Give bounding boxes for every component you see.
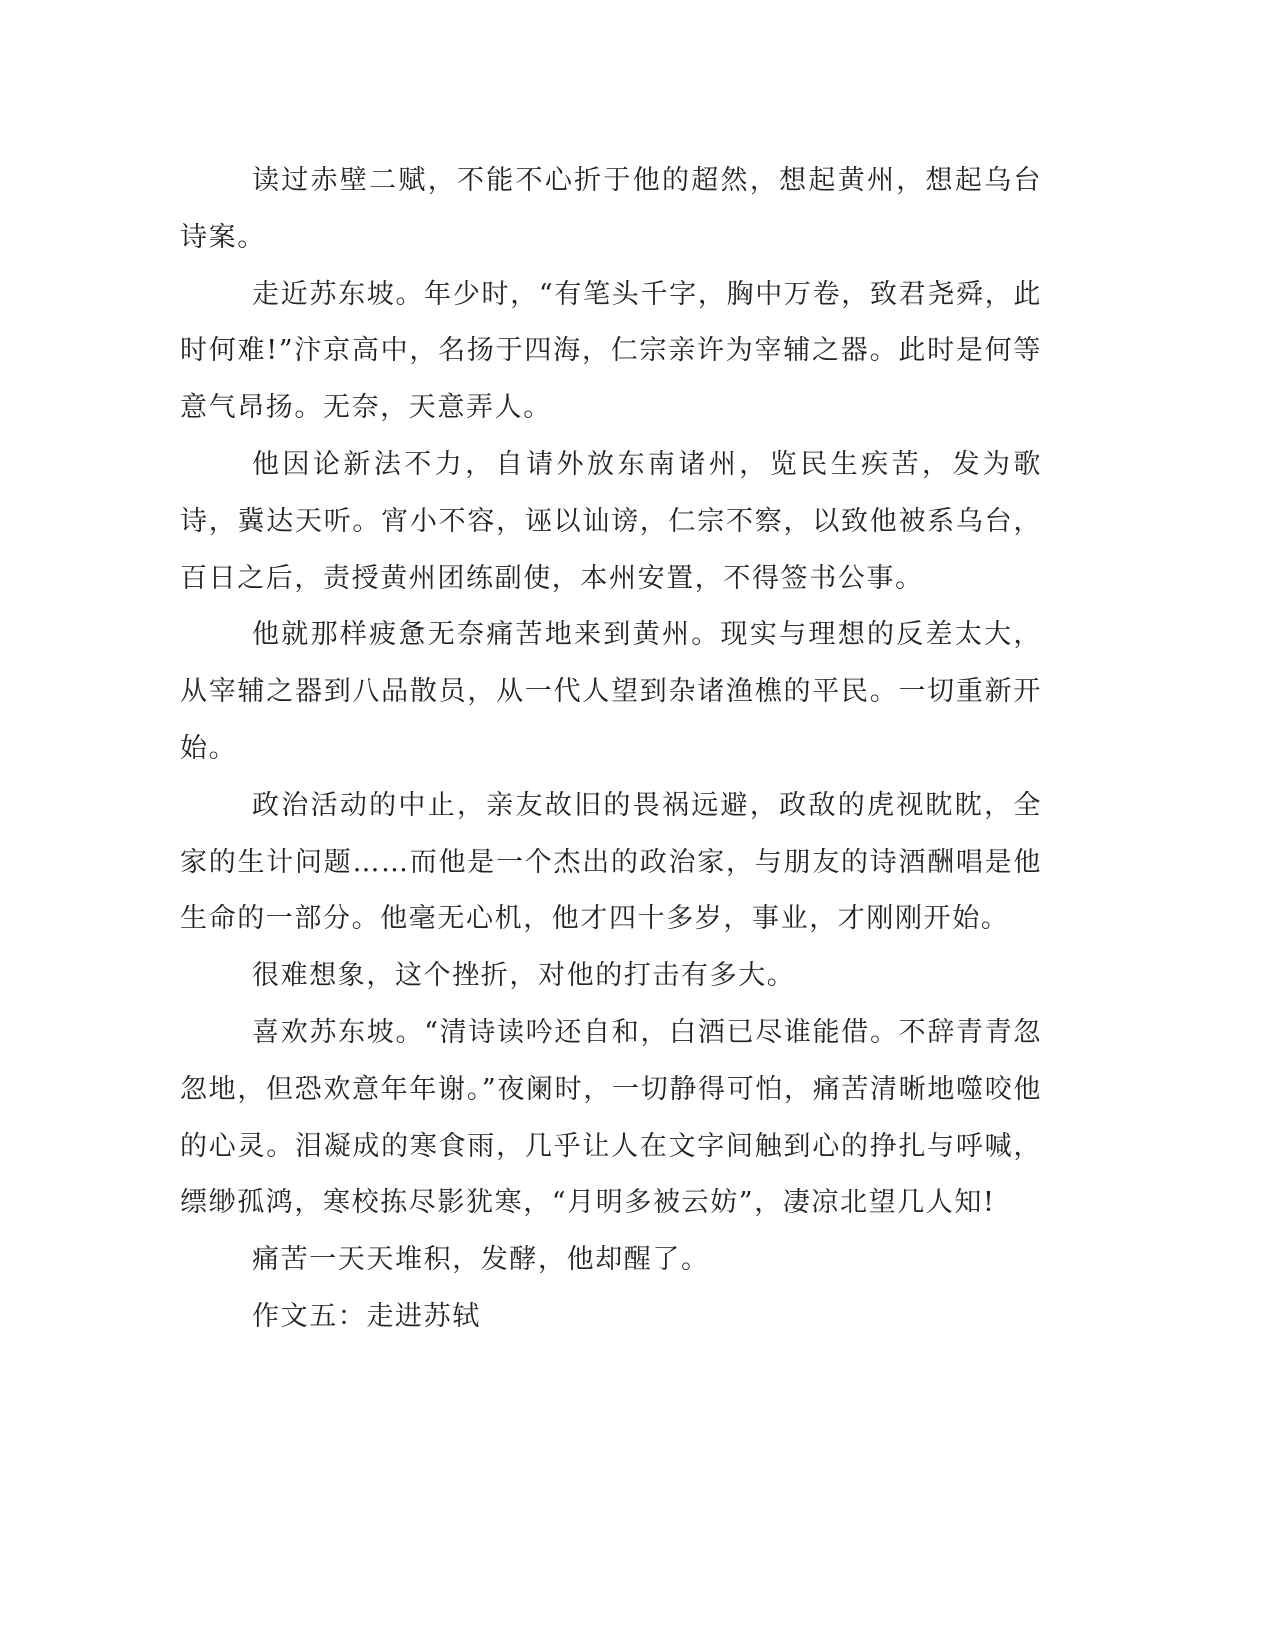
paragraph: 他因论新法不力，自请外放东南诸州，览民生疾苦，发为歌诗，冀达天听。宵小不容，诬以讪谤，仁宗不察，以致他被系乌台，百日之后，责授黄州团练副使，本州安置，不得签书公事。 (180, 448, 1042, 594)
paragraph: 走近苏东坡。年少时，“有笔头千字，胸中万卷，致君尧舜，此时何难!”汴京高中，名扬于四海，仁宗亲许为宰辅之器。此时是何等意气昂扬。无奈，天意弄人。 (180, 278, 1042, 424)
paragraph: 很难想象，这个挫折，对他的打击有多大。 (252, 960, 796, 992)
paragraph: 喜欢苏东坡。“清诗读吟还自和，白酒已尽谁能借。不辞青青忽忽地，但恐欢意年年谢。”夜阑时，一切静得可怕，痛苦清晰地噬咬他的心灵。泪凝成的寒食雨，几乎让人在文字间触到心的挣扎与呼喊，缥缈孤鸿，寒校拣尽影犹寒，“月明多被云妨”，凄凉北望几人知! (180, 1016, 1042, 1219)
paragraph: 政治活动的中止，亲友故旧的畏祸远避，政敌的虎视眈眈，全家的生计问题……而他是一个杰出的政治家，与朋友的诗酒酬唱是他生命的一部分。他毫无心机，他才四十多岁，事业，才刚刚开始。 (180, 789, 1042, 935)
paragraph: 读过赤壁二赋，不能不心折于他的超然，想起黄州，想起乌台诗案。 (180, 165, 1042, 253)
section-heading: 作文五：走进苏轼 (252, 1300, 481, 1332)
paragraph: 痛苦一天天堆积，发酵，他却醒了。 (252, 1244, 710, 1276)
paragraph: 他就那样疲惫无奈痛苦地来到黄州。现实与理想的反差太大，从宰辅之器到八品散员，从一代人望到杂诸渔樵的平民。一切重新开始。 (180, 619, 1042, 764)
document-body (180, 153, 1042, 1346)
